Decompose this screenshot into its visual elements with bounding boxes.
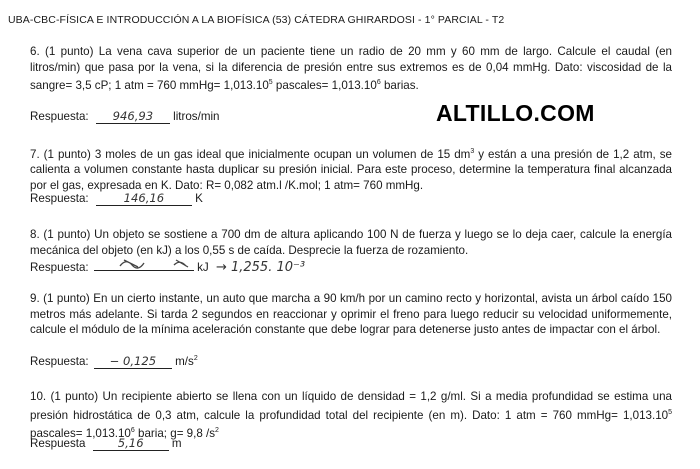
- answer-label: Respuesta:: [30, 192, 89, 205]
- answer-label: Respuesta:: [30, 261, 89, 274]
- answer-value: 946,93: [96, 110, 170, 124]
- question-6: 6. (1 punto) La vena cava superior de un paciente tiene un radio de 20 mm y 60 mm de largo. Calcule el caudal (en litros/min) que pasa por la vena, si la diferencia de presión entre sus extremos es de 0,04 mmHg. Dato: viscosidad de la sangre= 3,5 cP; 1 atm = 760 mmHg= $1,013.10^5$ pascales= $1,013.10^6$ barias.: [30, 45, 672, 92]
- answer-scribble: [94, 257, 194, 271]
- exam-header: UBA-CBC-FÍSICA E INTRODUCCIÓN A LA BIOFÍSICA (53) CÁTEDRA GHIRARDOSI - 1° PARCIAL - T2: [8, 14, 505, 26]
- question-10: 10. (1 punto) Un recipiente abierto se llena con un líquido de densidad = 1,2 g/ml. Si a media profundidad se estima una presión hidrostática de 0,3 atm, calcule la profundidad total del recipiente (en m). Dato: 1 atm = 760 mmHg= $1,013.10^5$ pascales= $1,013.10^6$ baria; g= 9,8 $/s^2$: [30, 390, 672, 440]
- answer-9: [30, 355, 198, 369]
- answer-unit: kJ: [197, 261, 209, 274]
- answer-value: − 0,125: [94, 355, 172, 369]
- question-7: 7. (1 punto) 3 moles de un gas ideal que inicialmente ocupan un volumen de 15 $dm^3$ y están a una presión de 1,2 atm, se calienta a volumen constante hasta duplicar su presión inicial. Para este proceso, determine la temperatura final alcanzada por el gas, expresada en K. Dato: R= 0,082 atm.l /K.mol; 1 atm= 760 mmHg.: [30, 147, 672, 192]
- site-logo: ALTILLO.COM: [436, 100, 595, 126]
- answer-note: → 1,255. 10⁻³: [215, 260, 306, 275]
- answer-7: [30, 192, 203, 206]
- answer-value: 5,16: [93, 437, 169, 451]
- answer-value: 146,16: [96, 192, 192, 206]
- question-8: 8. (1 punto) Un objeto se sostiene a 700 dm de altura aplicando 100 N de fuerza y luego se lo deja caer, calcule la energía mecánica del objeto (en kJ) a los 0,55 s de caída. Desprecie la fuerza de rozamiento.: [30, 228, 672, 257]
- answer-label: Respuesta:: [30, 110, 89, 123]
- answer-unit: K: [195, 192, 203, 205]
- answer-10: [30, 437, 182, 451]
- answer-label: Respuesta: [30, 437, 86, 450]
- answer-unit: m: [171, 437, 182, 450]
- answer-label: Respuesta:: [30, 355, 89, 368]
- answer-unit: $m/s^2$: [175, 355, 198, 368]
- answer-unit: litros/min: [173, 110, 220, 123]
- answer-6: [30, 110, 220, 124]
- crossed-out-scribble-icon: [94, 257, 194, 269]
- question-9: 9. (1 punto) En un cierto instante, un auto que marcha a 90 km/h por un camino recto y horizontal, avista un árbol caído 150 metros más adelante. Si tarda 2 segundos en reaccionar y oprimir el freno para luego reducir su velocidad uniformemente, calcule el módulo de la mínima aceleración constante que debe lograr para detenerse justo antes de impactar con el árbol.: [30, 292, 672, 336]
- answer-8: [30, 257, 305, 275]
